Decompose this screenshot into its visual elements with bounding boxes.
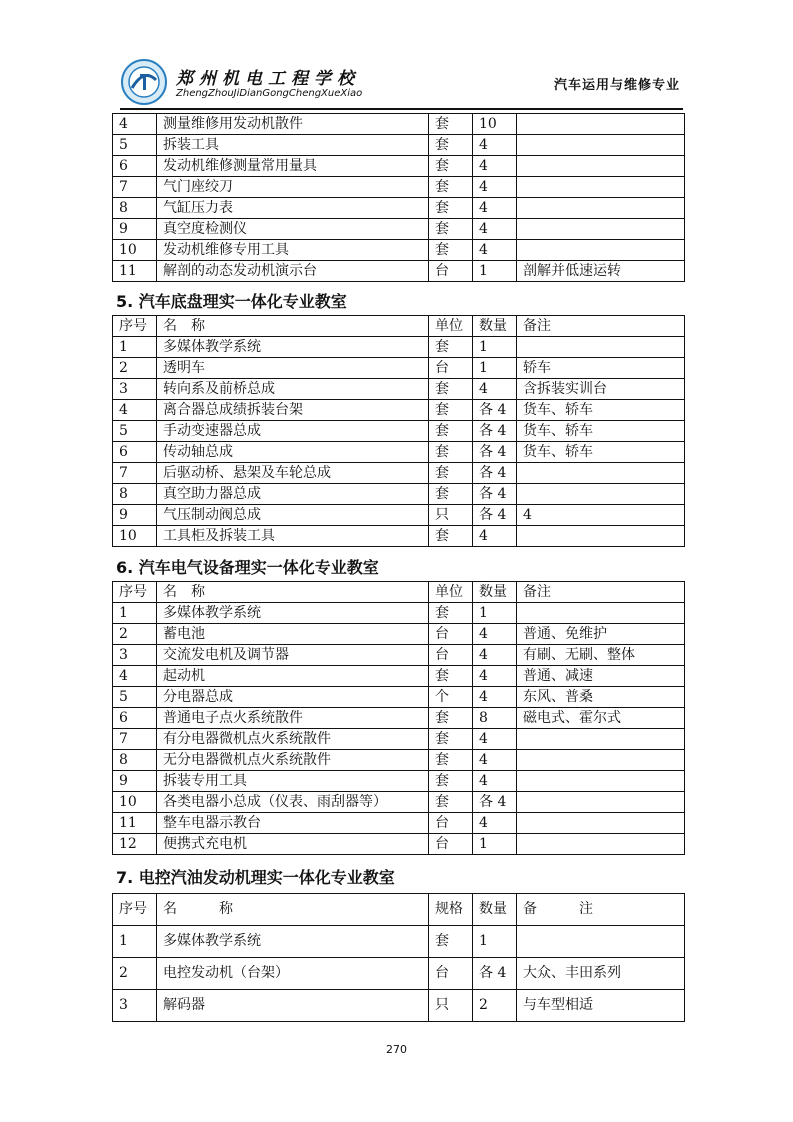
table-cell: 套 <box>429 400 473 421</box>
table-cell: 大众、丰田系列 <box>517 958 685 990</box>
table-cell: 7 <box>113 729 157 750</box>
table-cell: 4 <box>113 666 157 687</box>
table-row <box>113 421 685 442</box>
table-cell: 套 <box>429 463 473 484</box>
table-cell: 台 <box>429 645 473 666</box>
table-cell <box>517 813 685 834</box>
table-row <box>113 156 685 177</box>
table-cell: 各 4 <box>473 484 517 505</box>
table-row <box>113 219 685 240</box>
table-cell: 解码器 <box>157 990 429 1022</box>
table-cell: 套 <box>429 240 473 261</box>
table-cell: 1 <box>113 603 157 624</box>
table-cell: 1 <box>473 926 517 958</box>
table-row <box>113 926 685 958</box>
table-cell: 2 <box>113 624 157 645</box>
table-cell: 货车、轿车 <box>517 442 685 463</box>
table-cell: 8 <box>113 484 157 505</box>
table-cell: 4 <box>473 379 517 400</box>
table-cell <box>517 198 685 219</box>
table-cell: 货车、轿车 <box>517 400 685 421</box>
table-cell: 各类电器小总成（仪表、雨刮器等） <box>157 792 429 813</box>
table-cell: 后驱动桥、悬架及车轮总成 <box>157 463 429 484</box>
table-header-row <box>113 582 685 603</box>
table-cell: 6 <box>113 442 157 463</box>
table-cell: 台 <box>429 624 473 645</box>
column-header: 数量 <box>473 316 517 337</box>
table-cell: 8 <box>113 750 157 771</box>
table-cell: 1 <box>473 358 517 379</box>
table-cell <box>517 135 685 156</box>
table-cell: 7 <box>113 177 157 198</box>
table-cell: 磁电式、霍尔式 <box>517 708 685 729</box>
table-cell: 4 <box>473 666 517 687</box>
table-cell: 解剖的动态发动机演示台 <box>157 261 429 282</box>
table-cell: 工具柜及拆装工具 <box>157 526 429 547</box>
table-row <box>113 177 685 198</box>
table-cell: 6 <box>113 156 157 177</box>
table-cell <box>517 484 685 505</box>
table-cell <box>517 926 685 958</box>
table-cell: 10 <box>473 114 517 135</box>
table-cell: 各 4 <box>473 792 517 813</box>
table-cell: 11 <box>113 813 157 834</box>
table-cell: 有刷、无刷、整体 <box>517 645 685 666</box>
table-cell: 套 <box>429 156 473 177</box>
section5-table <box>112 315 685 547</box>
table-row <box>113 750 685 771</box>
table-cell: 4 <box>113 400 157 421</box>
column-header: 单位 <box>429 582 473 603</box>
table-row <box>113 708 685 729</box>
table-cell: 9 <box>113 219 157 240</box>
table-cell: 套 <box>429 729 473 750</box>
table-cell <box>517 603 685 624</box>
table-cell: 气压制动阀总成 <box>157 505 429 526</box>
table-cell: 各 4 <box>473 442 517 463</box>
table-cell: 套 <box>429 708 473 729</box>
table-cell <box>517 177 685 198</box>
table-cell: 4 <box>473 645 517 666</box>
table-cell: 1 <box>473 261 517 282</box>
column-header: 数量 <box>473 894 517 926</box>
table-cell: 多媒体教学系统 <box>157 926 429 958</box>
table-row <box>113 240 685 261</box>
table-row <box>113 813 685 834</box>
table-cell: 套 <box>429 379 473 400</box>
table-cell <box>517 771 685 792</box>
table-cell: 4 <box>473 219 517 240</box>
table-cell: 只 <box>429 505 473 526</box>
table-cell <box>517 156 685 177</box>
table-cell: 货车、轿车 <box>517 421 685 442</box>
table-cell: 4 <box>113 114 157 135</box>
table-cell: 测量维修用发动机散件 <box>157 114 429 135</box>
table-cell: 有分电器微机点火系统散件 <box>157 729 429 750</box>
table-cell: 气缸压力表 <box>157 198 429 219</box>
table-cell: 5 <box>113 135 157 156</box>
table-cell: 套 <box>429 526 473 547</box>
table-cell: 台 <box>429 834 473 855</box>
section7-table <box>112 893 685 1022</box>
table-cell <box>517 729 685 750</box>
table-row <box>113 505 685 526</box>
table-cell: 4 <box>473 177 517 198</box>
table-cell: 套 <box>429 114 473 135</box>
table-cell: 4 <box>473 729 517 750</box>
table-cell: 套 <box>429 926 473 958</box>
table-row <box>113 645 685 666</box>
table-cell: 台 <box>429 261 473 282</box>
table-cell: 各 4 <box>473 505 517 526</box>
table-cell: 1 <box>113 926 157 958</box>
table-cell <box>517 114 685 135</box>
table-cell: 传动轴总成 <box>157 442 429 463</box>
column-header: 序号 <box>113 316 157 337</box>
table-cell: 台 <box>429 958 473 990</box>
table-cell: 9 <box>113 771 157 792</box>
table-cell: 手动变速器总成 <box>157 421 429 442</box>
table-cell: 套 <box>429 750 473 771</box>
table-cell: 9 <box>113 505 157 526</box>
column-header: 序号 <box>113 582 157 603</box>
table-row <box>113 337 685 358</box>
table-cell: 4 <box>473 771 517 792</box>
table-cell: 离合器总成绩拆装台架 <box>157 400 429 421</box>
table-row <box>113 261 685 282</box>
table-cell: 真空度检测仪 <box>157 219 429 240</box>
column-header: 序号 <box>113 894 157 926</box>
column-header: 名 称 <box>157 894 429 926</box>
section5-title: 5. 汽车底盘理实一体化专业教室 <box>116 292 347 311</box>
table-row <box>113 379 685 400</box>
table-cell: 多媒体教学系统 <box>157 603 429 624</box>
table-cell: 10 <box>113 240 157 261</box>
column-header: 名 称 <box>157 316 429 337</box>
table-row <box>113 484 685 505</box>
table-row <box>113 729 685 750</box>
table-row <box>113 603 685 624</box>
table-cell <box>517 526 685 547</box>
table-row <box>113 666 685 687</box>
table-cell: 真空助力器总成 <box>157 484 429 505</box>
column-header: 备注 <box>517 582 685 603</box>
table-row <box>113 990 685 1022</box>
table-cell: 普通、减速 <box>517 666 685 687</box>
table-cell: 8 <box>113 198 157 219</box>
table-header-row <box>113 316 685 337</box>
table-cell: 4 <box>473 750 517 771</box>
table-cell: 多媒体教学系统 <box>157 337 429 358</box>
table-cell: 起动机 <box>157 666 429 687</box>
table-cell: 4 <box>517 505 685 526</box>
table-cell: 4 <box>473 813 517 834</box>
table-row <box>113 400 685 421</box>
table-cell: 台 <box>429 358 473 379</box>
table-cell: 5 <box>113 421 157 442</box>
column-header: 名 称 <box>157 582 429 603</box>
table-cell: 套 <box>429 603 473 624</box>
table-cell: 各 4 <box>473 958 517 990</box>
column-header: 规格 <box>429 894 473 926</box>
table-cell <box>517 240 685 261</box>
table-cell: 套 <box>429 792 473 813</box>
table-cell: 套 <box>429 666 473 687</box>
table-cell: 5 <box>113 687 157 708</box>
table-cell: 1 <box>113 337 157 358</box>
table-cell: 只 <box>429 990 473 1022</box>
school-name-en: ZhengZhouJiDianGongChengXueXiao <box>176 88 363 99</box>
table-cell: 4 <box>473 526 517 547</box>
major-name: 汽车运用与维修专业 <box>553 78 680 93</box>
section4-table <box>112 113 685 282</box>
table-cell: 3 <box>113 990 157 1022</box>
table-cell: 剖解并低速运转 <box>517 261 685 282</box>
table-cell: 电控发动机（台架） <box>157 958 429 990</box>
table-cell: 8 <box>473 708 517 729</box>
table-header-row <box>113 894 685 926</box>
table-cell: 拆装工具 <box>157 135 429 156</box>
page-header <box>120 58 680 110</box>
table-cell: 普通电子点火系统散件 <box>157 708 429 729</box>
table-cell: 与车型相适 <box>517 990 685 1022</box>
section6-table <box>112 581 685 855</box>
table-row <box>113 624 685 645</box>
table-cell: 套 <box>429 771 473 792</box>
table-cell: 拆装专用工具 <box>157 771 429 792</box>
table-cell: 4 <box>473 624 517 645</box>
table-cell: 整车电器示教台 <box>157 813 429 834</box>
table-cell: 普通、免维护 <box>517 624 685 645</box>
table-cell: 6 <box>113 708 157 729</box>
table-row <box>113 198 685 219</box>
table-cell: 气门座绞刀 <box>157 177 429 198</box>
table-cell: 东风、普桑 <box>517 687 685 708</box>
table-cell: 各 4 <box>473 463 517 484</box>
table-cell: 含拆装实训台 <box>517 379 685 400</box>
table-row <box>113 135 685 156</box>
table-cell: 各 4 <box>473 421 517 442</box>
table-cell: 套 <box>429 219 473 240</box>
table-cell: 10 <box>113 526 157 547</box>
table-cell: 4 <box>473 687 517 708</box>
table-cell: 1 <box>473 834 517 855</box>
table-cell: 4 <box>473 135 517 156</box>
table-cell: 套 <box>429 177 473 198</box>
table-row <box>113 114 685 135</box>
table-cell: 套 <box>429 198 473 219</box>
school-name-cn: 郑州机电工程学校 <box>176 69 360 89</box>
table-cell <box>517 834 685 855</box>
table-row <box>113 771 685 792</box>
table-cell: 转向系及前桥总成 <box>157 379 429 400</box>
table-cell: 2 <box>473 990 517 1022</box>
table-row <box>113 358 685 379</box>
page-number: 270 <box>386 1043 407 1056</box>
table-cell: 套 <box>429 421 473 442</box>
table-row <box>113 958 685 990</box>
table-cell: 发动机维修专用工具 <box>157 240 429 261</box>
table-row <box>113 526 685 547</box>
section7-title: 7. 电控汽油发动机理实一体化专业教室 <box>116 868 395 887</box>
table-row <box>113 834 685 855</box>
column-header: 备注 <box>517 316 685 337</box>
table-cell <box>517 337 685 358</box>
table-cell: 套 <box>429 442 473 463</box>
table-cell: 透明车 <box>157 358 429 379</box>
table-cell: 台 <box>429 813 473 834</box>
table-cell: 2 <box>113 958 157 990</box>
table-cell: 12 <box>113 834 157 855</box>
column-header: 单位 <box>429 316 473 337</box>
table-cell: 交流发电机及调节器 <box>157 645 429 666</box>
table-row <box>113 792 685 813</box>
table-cell: 各 4 <box>473 400 517 421</box>
table-cell: 3 <box>113 645 157 666</box>
table-cell: 1 <box>473 337 517 358</box>
table-row <box>113 687 685 708</box>
school-logo-icon <box>120 58 168 106</box>
table-cell: 4 <box>473 156 517 177</box>
header-rule <box>120 108 683 110</box>
table-cell: 套 <box>429 484 473 505</box>
table-cell <box>517 750 685 771</box>
table-cell: 套 <box>429 135 473 156</box>
table-cell: 蓄电池 <box>157 624 429 645</box>
table-cell: 7 <box>113 463 157 484</box>
column-header: 备 注 <box>517 894 685 926</box>
table-cell: 10 <box>113 792 157 813</box>
table-cell: 3 <box>113 379 157 400</box>
table-row <box>113 442 685 463</box>
table-cell: 套 <box>429 337 473 358</box>
table-cell: 2 <box>113 358 157 379</box>
table-cell: 4 <box>473 198 517 219</box>
section6-title: 6. 汽车电气设备理实一体化专业教室 <box>116 558 379 577</box>
table-cell <box>517 792 685 813</box>
table-cell: 分电器总成 <box>157 687 429 708</box>
table-row <box>113 463 685 484</box>
table-cell: 个 <box>429 687 473 708</box>
table-cell: 轿车 <box>517 358 685 379</box>
table-cell: 4 <box>473 240 517 261</box>
table-cell: 便携式充电机 <box>157 834 429 855</box>
table-cell: 无分电器微机点火系统散件 <box>157 750 429 771</box>
table-cell: 1 <box>473 603 517 624</box>
table-cell <box>517 219 685 240</box>
column-header: 数量 <box>473 582 517 603</box>
table-cell <box>517 463 685 484</box>
table-cell: 11 <box>113 261 157 282</box>
table-cell: 发动机维修测量常用量具 <box>157 156 429 177</box>
